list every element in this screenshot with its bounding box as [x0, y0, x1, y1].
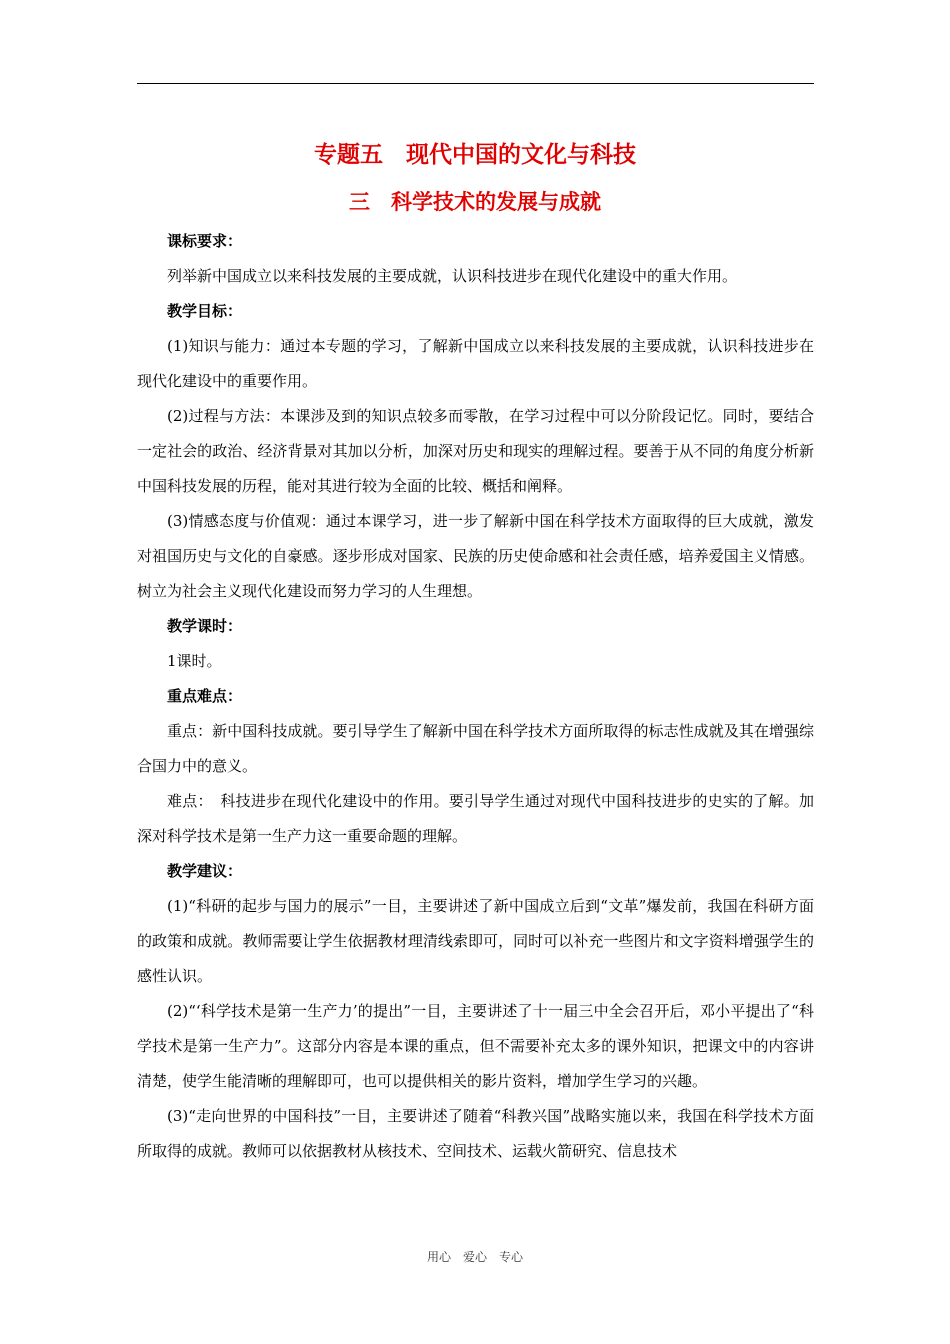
focus-key: 重点：新中国科技成就。要引导学生了解新中国在科学技术方面所取得的标志性成就及其在增强综合国力中的意义。 [137, 722, 814, 775]
advice-heading: 教学建议： [167, 862, 243, 880]
goal-emotion: (3)情感态度与价值观：通过本课学习，进一步了解新中国在科学技术方面取得的巨大成就，激发对祖国历史与文化的自豪感。逐步形成对国家、民族的历史使命感和社会责任感，培养爱国主义情感。树立为社会主义现代化建设而努力学习的人生理想。 [137, 512, 814, 600]
page-footer: 用心 爱心 专心 [426, 1250, 523, 1264]
advice-item-2: (2)“‘科学技术是第一生产力’的提出”一目，主要讲述了十一届三中全会召开后，邓小平提出了“科学技术是第一生产力”。这部分内容是本课的重点，但不需要补充太多的课外知识，把课文中的内容讲清楚，使学生能清晰的理解即可，也可以提供相关的影片资料，增加学生学习的兴趣。 [137, 1002, 814, 1090]
goal-knowledge: (1)知识与能力：通过本专题的学习，了解新中国成立以来科技发展的主要成就，认识科技进步在现代化建设中的重要作用。 [137, 337, 814, 390]
header-rule [137, 83, 814, 84]
goal-process: (2)过程与方法：本课涉及到的知识点较多而零散，在学习过程中可以分阶段记忆。同时，要结合一定社会的政治、经济背景对其加以分析，加深对历史和现实的理解过程。要善于从不同的角度分析新中国科技发展的历程，能对其进行较为全面的比较、概括和阐释。 [137, 407, 814, 495]
standard-text: 列举新中国成立以来科技发展的主要成就，认识科技进步在现代化建设中的重大作用。 [167, 267, 738, 285]
page-title: 专题五 现代中国的文化与科技 [314, 142, 636, 168]
advice-item-3: (3)“走向世界的中国科技”一目，主要讲述了随着“科教兴国”战略实施以来，我国在科学技术方面所取得的成就。教师可以依据教材从核技术、空间技术、运载火箭研究、信息技术 [137, 1107, 814, 1160]
focus-difficult: 难点： 科技进步在现代化建设中的作用。要引导学生通过对现代中国科技进步的史实的了解。加深对科学技术是第一生产力这一重要命题的理解。 [137, 792, 814, 845]
goals-heading: 教学目标： [167, 302, 243, 320]
page-subtitle: 三 科学技术的发展与成就 [349, 190, 601, 214]
advice-item-1: (1)“科研的起步与国力的展示”一目，主要讲述了新中国成立后到“文革”爆发前，我国在科研方面的政策和成就。教师需要让学生依据教材理清线索即可，同时可以补充一些图片和文字资料增强学生的感性认识。 [137, 897, 814, 985]
hours-text: 1课时。 [167, 652, 222, 670]
document-body [137, 224, 814, 1169]
standard-heading: 课标要求： [167, 232, 243, 250]
focus-heading: 重点难点： [167, 687, 243, 705]
hours-heading: 教学课时： [167, 617, 243, 635]
